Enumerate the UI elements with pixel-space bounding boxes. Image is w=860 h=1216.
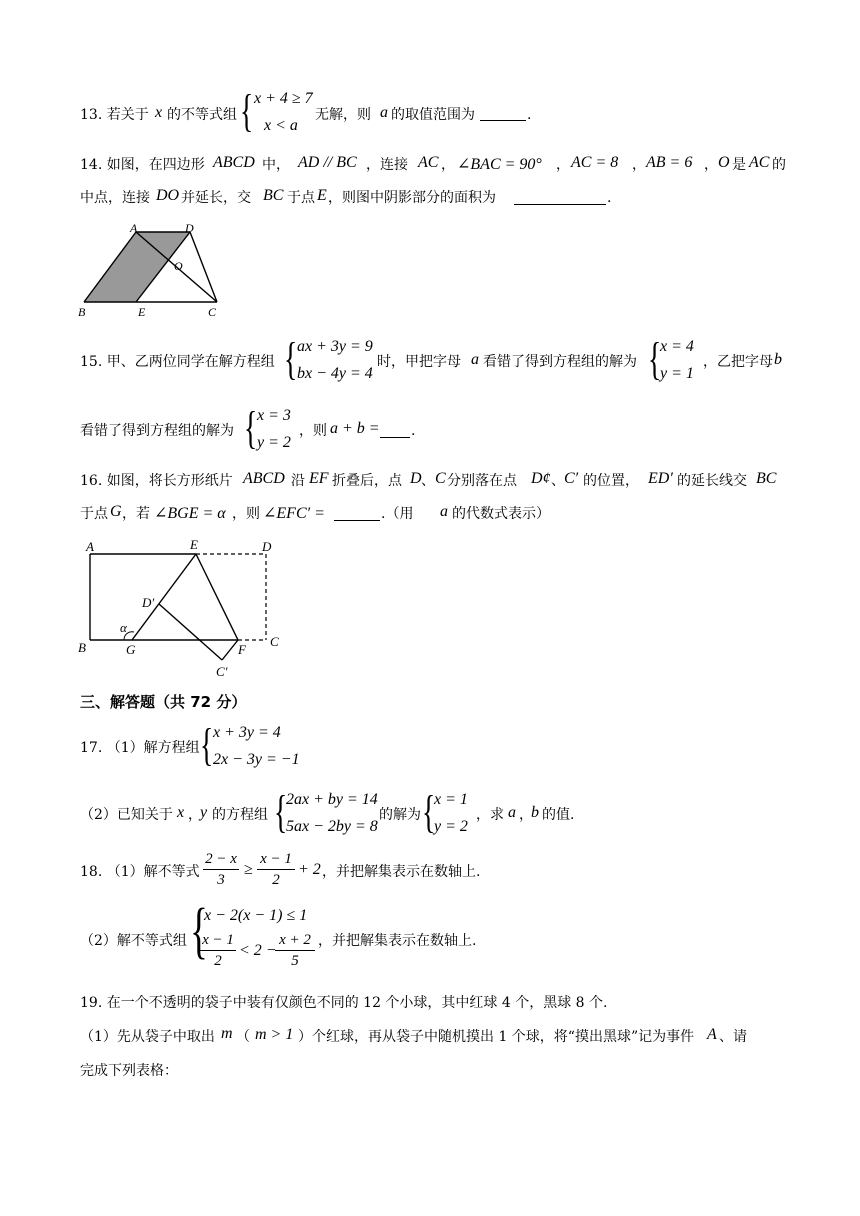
q18-frac1	[203, 849, 239, 890]
q16-label-g: G	[126, 642, 136, 657]
q14-label-o: O	[174, 259, 183, 273]
q17-sep1: ，	[188, 807, 202, 823]
q19-line2-c: ）个红球，再从袋子中随机摸出 1 个球，将“摸出黑球”记为事件	[298, 1029, 695, 1045]
q13-sys-line1: x + 4 ≥ 7	[254, 90, 313, 107]
q14-prefix: 14. 如图，在四边形	[80, 157, 205, 173]
q18-frac1-num: 2 − x	[203, 849, 239, 870]
q17-x: x	[177, 804, 185, 821]
q16-bc: BC	[756, 470, 777, 487]
q16-edprime: ED′	[648, 470, 673, 487]
q16-t6: 的位置，	[583, 473, 639, 489]
q17-p2-prefix: （2）已知关于	[80, 807, 173, 823]
q14-ac: AC	[418, 154, 439, 171]
q15-brace2: {	[648, 333, 662, 384]
q14-bc: BC	[263, 187, 284, 204]
q15-end: .	[411, 423, 416, 439]
q14-end: .	[607, 190, 612, 206]
q16-t1: 沿	[291, 473, 305, 489]
q19-event-a: A	[707, 1026, 717, 1043]
q18-frac1-den: 3	[217, 872, 225, 888]
q17-a: a	[508, 804, 516, 821]
q14-label-a: A	[130, 222, 138, 235]
q14-line2-a: 中点，连接	[80, 190, 150, 206]
q17-brace3: {	[422, 786, 436, 837]
q18-frac3	[200, 930, 236, 971]
q19-line1: 19. 在一个不透明的袋子中装有仅颜色不同的 12 个小球，其中红球 4 个，黑球 8 个.	[80, 995, 608, 1011]
q16-line2-c: ，则	[232, 506, 260, 522]
q18-frac3-den: 2	[214, 953, 222, 969]
q16-line2-d: .（用	[381, 506, 414, 522]
q15-prefix: 15. 甲、乙两位同学在解方程组	[80, 354, 275, 370]
q16-side-cf-prime	[222, 640, 238, 660]
q14-line2-b: 并延长，交	[181, 190, 251, 206]
q15-a: a	[471, 351, 479, 368]
q13-end: .	[527, 107, 532, 123]
q16-efc: ∠EFC′ =	[263, 505, 325, 522]
q16-label-d: D	[262, 539, 272, 554]
q18-ge: ≥	[244, 861, 253, 878]
q15-sol1-y: y = 1	[660, 365, 694, 382]
q15-sol2-y: y = 2	[257, 434, 291, 451]
q18-frac2-den: 2	[272, 872, 280, 888]
q16-fold-ef	[196, 554, 238, 640]
q18-frac4-den: 5	[291, 953, 299, 969]
q19-line2-a: （1）先从袋子中取出	[80, 1029, 215, 1045]
q16-label-b: B	[78, 640, 86, 655]
q16-label-f: F	[238, 642, 246, 657]
q17-brace2: {	[274, 786, 288, 837]
q18-frac4-num: x + 2	[275, 930, 315, 951]
q14-answer-blank	[514, 190, 606, 205]
q17-p2-sys2: 5ax − 2by = 8	[286, 818, 378, 835]
q17-p2-t3: ，求	[476, 807, 504, 823]
q16-dprime: D¢	[531, 470, 551, 487]
q18-p1-prefix: 18. （1）解不等式	[80, 864, 200, 880]
q17-p2-t4: 的值.	[542, 807, 575, 823]
q14-of: 的	[772, 157, 786, 173]
q14-angle: ∠BAC = 90°	[457, 156, 542, 173]
q14-t-in: 中，	[262, 157, 290, 173]
q18-brace: {	[190, 897, 208, 965]
q14-comma4: ，	[704, 157, 718, 173]
q16-label-e: E	[190, 537, 198, 552]
q13-var-a: a	[380, 104, 388, 121]
q15-mid3: ，乙把字母	[703, 354, 773, 370]
q18-frac4	[275, 930, 315, 971]
q19-line3: 完成下列表格：	[80, 1063, 178, 1079]
q16-t4: 分别落在点	[447, 473, 517, 489]
q14-figure	[74, 222, 234, 320]
q13-text4: 的取值范围为	[391, 107, 475, 123]
section-3-title: 三、解答题（共 72 分）	[80, 693, 247, 711]
q18-p1-end: ，并把解集表示在数轴上.	[322, 864, 481, 880]
q15-sol1-x: x = 4	[660, 338, 694, 355]
q16-t2: 折叠后，点	[332, 473, 402, 489]
q14-line2-d: ，则图中阴影部分的面积为	[328, 190, 496, 206]
q14-abcd: ABCD	[213, 154, 255, 171]
q18-plus2: + 2	[298, 861, 321, 878]
q16-label-alpha: α	[120, 620, 127, 635]
q16-label-cprime: C′	[216, 664, 228, 679]
q15-then: ，则	[299, 423, 327, 439]
q14-e: E	[317, 187, 327, 204]
q18-frac2	[257, 849, 295, 890]
q16-ef: EF	[309, 470, 329, 487]
q13-answer-blank	[480, 106, 526, 121]
q16-g: G	[110, 503, 122, 520]
q18-p2-end: ，并把解集表示在数轴上.	[318, 933, 477, 949]
q16-answer-blank	[334, 506, 380, 521]
q14-link: ，连接	[366, 157, 408, 173]
q18-frac2-num: x − 1	[257, 849, 295, 870]
q14-label-e: E	[138, 305, 146, 319]
q17-p2-sol1: x = 1	[434, 791, 468, 808]
q15-brace3: {	[244, 402, 258, 453]
q16-t5: 、	[551, 473, 565, 489]
q17-p2-sol2: y = 2	[434, 818, 468, 835]
q17-y: y	[200, 804, 208, 821]
q14-ac2: AC	[749, 154, 770, 171]
q16-line2-e: 的代数式表示）	[452, 506, 550, 522]
q17-p1-prefix: 17. （1）解方程组	[80, 740, 200, 756]
q14-line2-c: 于点	[287, 190, 315, 206]
q14-parallel: AD // BC	[298, 154, 357, 171]
q16-t3: 、	[421, 473, 435, 489]
q17-p2-t1: 的方程组	[212, 807, 268, 823]
q16-prefix: 16. 如图，将长方形纸片	[80, 473, 233, 489]
q14-label-b: B	[78, 305, 86, 319]
q17-b: b	[531, 804, 539, 821]
q14-label-c: C	[208, 305, 217, 319]
q17-sep2: ，	[519, 807, 533, 823]
q15-b: b	[774, 351, 782, 368]
q16-figure	[74, 532, 294, 682]
q14-label-d: D	[185, 222, 194, 235]
q16-label-a: A	[86, 539, 94, 554]
q15-line2: 看错了得到方程组的解为	[80, 423, 234, 439]
q16-c: C	[435, 470, 446, 487]
q16-line2-b: ，若	[122, 506, 150, 522]
q17-p1-sys1: x + 3y = 4	[213, 724, 281, 741]
q13-text2: 的不等式组	[167, 107, 237, 123]
q14-comma2: ，	[556, 157, 570, 173]
q17-p1-sys2: 2x − 3y = −1	[213, 751, 300, 768]
q16-abcd: ABCD	[243, 470, 285, 487]
q17-p2-sys1: 2ax + by = 14	[286, 791, 378, 808]
q15-sys1: ax + 3y = 9	[297, 338, 373, 355]
q19-line2-b: （	[236, 1029, 250, 1045]
q15-answer-blank	[380, 423, 410, 438]
q16-t7: 的延长线交	[677, 473, 747, 489]
q18-lt: < 2 −	[239, 942, 277, 959]
q15-mid1: 时，甲把字母	[377, 354, 461, 370]
q16-side-dc-prime	[159, 604, 222, 660]
q18-frac3-num: x − 1	[200, 930, 236, 951]
q15-expr: a + b =	[330, 420, 380, 437]
q15-sol2-x: x = 3	[257, 407, 291, 424]
q13-text3: 无解，则	[315, 107, 371, 123]
q18-p2-prefix: （2）解不等式组	[80, 933, 187, 949]
q17-p2-t2: 的解为	[379, 807, 421, 823]
q16-d: D	[410, 470, 422, 487]
q19-line2-d: 、请	[719, 1029, 747, 1045]
q16-alpha: a	[440, 503, 448, 520]
q19-m-cond: m > 1	[255, 1026, 294, 1043]
q16-label-dprime: D′	[142, 595, 155, 610]
q15-brace1: {	[284, 333, 298, 384]
q13-brace: {	[240, 85, 254, 136]
q15-sys2: bx − 4y = 4	[297, 365, 373, 382]
q14-comma3: ，	[632, 157, 646, 173]
q15-mid2: 看错了得到方程组的解为	[483, 354, 637, 370]
q13-var-x: x	[155, 104, 163, 121]
q14-o: O	[718, 154, 730, 171]
q13-sys-line2: x < a	[264, 117, 298, 134]
q16-line2-a: 于点	[80, 506, 108, 522]
q19-m: m	[221, 1025, 233, 1042]
q17-brace1: {	[200, 719, 214, 770]
q18-sys1: x − 2(x − 1) ≤ 1	[204, 907, 308, 924]
q14-ac-eq: AC = 8	[571, 154, 619, 171]
q14-comma1: ，	[441, 157, 455, 173]
q14-do: DO	[156, 187, 180, 204]
q16-cprime: C′	[564, 470, 579, 487]
q13-prefix: 13. 若关于	[80, 107, 149, 123]
q14-is: 是	[732, 157, 746, 173]
q14-ab-eq: AB = 6	[646, 154, 693, 171]
q14-side-dc	[190, 232, 217, 302]
q16-bge: ∠BGE = α	[154, 505, 226, 522]
q16-label-c: C	[270, 634, 279, 649]
